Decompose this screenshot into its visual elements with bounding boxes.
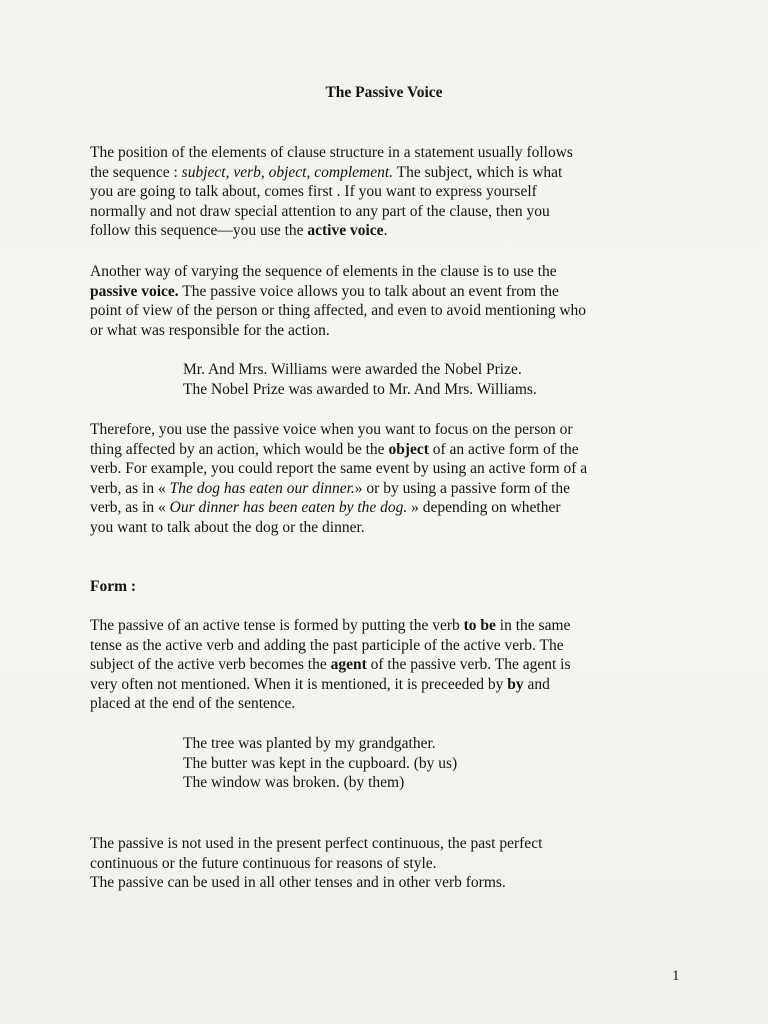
text-line: very often not mentioned. When it is mentioned, it is preceeded by by and bbox=[90, 675, 550, 693]
example-line: The tree was planted by my grandgather. bbox=[183, 735, 436, 752]
example-line: The window was broken. (by them) bbox=[183, 774, 405, 791]
text-line: tense as the active verb and adding the past participle of the active verb. The bbox=[90, 636, 564, 654]
text-line: passive voice. The passive voice allows you to talk about an event from the bbox=[90, 282, 559, 300]
example-line: The Nobel Prize was awarded to Mr. And Mrs. Williams. bbox=[183, 380, 537, 398]
text-line: continuous or the future continuous for reasons of style. bbox=[90, 854, 437, 872]
text-line: verb, as in « The dog has eaten our dinner.» or by using a passive form of the bbox=[90, 479, 571, 497]
page-number: 1 bbox=[672, 968, 680, 984]
text-line: normally and not draw special attention to any part of the clause, then you bbox=[90, 202, 550, 220]
text-line: The passive of an active tense is formed by putting the verb to be in the same bbox=[90, 617, 571, 634]
example-line: Mr. And Mrs. Williams were awarded the Nobel Prize. bbox=[183, 361, 522, 378]
section-heading-form: Form : bbox=[90, 578, 137, 595]
example-nobel bbox=[183, 360, 703, 399]
text-line: you are going to talk about, comes first . If you want to express yourself bbox=[90, 183, 537, 200]
paragraph-usage bbox=[90, 834, 690, 893]
text-line: Another way of varying the sequence of elements in the clause is to use the bbox=[90, 263, 557, 280]
text-line: Therefore, you use the passive voice when you want to focus on the person or bbox=[90, 421, 573, 438]
example-agents bbox=[183, 734, 703, 793]
text-line: you want to talk about the dog or the dinner. bbox=[90, 518, 365, 536]
text-line: placed at the end of the sentence. bbox=[90, 695, 296, 712]
example-line: The butter was kept in the cupboard. (by us) bbox=[183, 754, 458, 772]
text-line: verb. For example, you could report the same event by using an active form of a bbox=[90, 460, 588, 477]
page-title: The Passive Voice bbox=[325, 84, 443, 101]
paragraph-intro bbox=[90, 143, 690, 241]
paragraph-form bbox=[90, 616, 690, 714]
text-line: The passive is not used in the present perfect continuous, the past perfect bbox=[90, 835, 543, 852]
text-line: subject of the active verb becomes the agent of the passive verb. The agent is bbox=[90, 656, 571, 673]
text-line: the sequence : subject, verb, object, complement. The subject, which is what bbox=[90, 163, 563, 181]
text-line: follow this sequence—you use the active voice. bbox=[90, 222, 388, 239]
text-line: or what was responsible for the action. bbox=[90, 321, 330, 339]
text-line: verb, as in « Our dinner has been eaten by the dog. » depending on whether bbox=[90, 499, 561, 516]
paragraph-focus bbox=[90, 420, 690, 537]
paragraph-passive-definition bbox=[90, 262, 690, 340]
text-line: point of view of the person or thing affected, and even to avoid mentioning who bbox=[90, 302, 587, 319]
text-line: thing affected by an action, which would be the object of an active form of the bbox=[90, 440, 579, 458]
text-line: The position of the elements of clause structure in a statement usually follows bbox=[90, 144, 573, 161]
text-line: The passive can be used in all other tenses and in other verb forms. bbox=[90, 874, 506, 891]
